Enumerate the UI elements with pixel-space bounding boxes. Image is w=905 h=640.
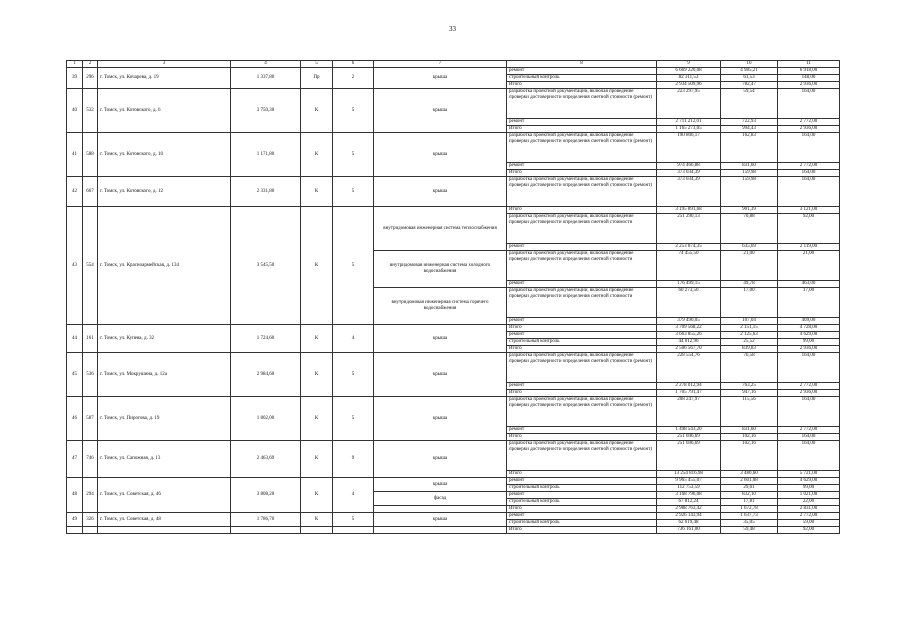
empty-cell	[231, 527, 301, 534]
column-number: 7	[374, 61, 507, 68]
work-type: разработка проектной документации, включая проведение проверки достоверности определения сметной стоимости (ремонт)	[507, 397, 657, 427]
total-cost: 9 965 455,07	[657, 478, 721, 485]
cost-per-sqm: 17,00	[721, 288, 778, 318]
max-cost-per-sqm: 164,00	[778, 89, 840, 119]
table-row	[67, 68, 840, 75]
engineering-system: фасад	[374, 492, 507, 506]
cost-per-sqm: 947,16	[721, 390, 778, 397]
object-address: г. Томск, ул. Котовского, д. 10	[98, 133, 231, 177]
floor-count: 5	[333, 133, 374, 177]
work-type: разработка проектной документации, включая проведение проверки достоверности определения сметной стоимости (ремонт)	[507, 353, 657, 383]
work-type: разработка проектной документации, включая проведение проверки достоверности определения сметной стоимости (ремонт)	[507, 177, 657, 207]
cost-per-sqm: 107,04	[721, 318, 778, 325]
wall-material: К	[301, 325, 333, 353]
engineering-system: крыша	[374, 441, 507, 478]
max-cost-per-sqm: 2 936,00	[778, 126, 840, 133]
table-row	[67, 133, 840, 163]
cost-per-sqm: 2 151,15	[721, 325, 778, 332]
work-type: ремонт	[507, 492, 657, 499]
work-type: Итого	[507, 126, 657, 133]
object-area: 1 724,60	[231, 325, 301, 353]
max-cost-per-sqm: 2 772,00	[778, 163, 840, 170]
total-cost: 2 926 143,94	[657, 513, 721, 520]
cost-per-sqm: 3 480,60	[721, 471, 778, 478]
total-cost: 112 753,59	[657, 485, 721, 492]
empty-cell	[67, 527, 83, 534]
object-number: 41	[67, 133, 83, 177]
column-number: 1	[67, 61, 83, 68]
work-type: строительный контроль	[507, 499, 657, 506]
floor-count: 5	[333, 513, 374, 527]
work-type: Итого	[507, 527, 657, 534]
cost-per-sqm: 21,00	[721, 251, 778, 281]
work-type: Итого	[507, 434, 657, 441]
floor-count: 5	[333, 353, 374, 397]
object-area: 2 331,80	[231, 177, 301, 207]
max-cost-per-sqm: 4 629,00	[778, 478, 840, 485]
floor-count: 2	[333, 68, 374, 89]
wall-material: Пр	[301, 68, 333, 89]
work-type: строительный контроль	[507, 520, 657, 527]
max-cost-per-sqm: 409,00	[778, 318, 840, 325]
work-type: Итого	[507, 346, 657, 353]
max-cost-per-sqm: 2 119,00	[778, 244, 840, 251]
floor-count: 5	[333, 207, 374, 325]
engineering-system	[374, 506, 507, 513]
total-cost: 176 499,15	[657, 281, 721, 288]
object-area: 1 171,80	[231, 133, 301, 177]
cost-per-sqm: 70,88	[721, 214, 778, 244]
total-cost: 82 311,53	[657, 75, 721, 82]
max-cost-per-sqm: 164,00	[778, 133, 840, 163]
object-area: 2 984,60	[231, 353, 301, 397]
total-cost: 2 711 212,01	[657, 119, 721, 126]
object-address: г. Томск, ул. Котовского, д. 12	[98, 177, 231, 207]
max-cost-per-sqm: 164,00	[778, 397, 840, 427]
total-cost: 60 273,50	[657, 288, 721, 318]
total-cost: 3 709 568,22	[657, 325, 721, 332]
cost-per-sqm: 29,61	[721, 485, 778, 492]
max-cost-per-sqm: 92,00	[778, 527, 840, 534]
cost-per-sqm: 1 637,73	[721, 513, 778, 520]
engineering-system: крыша	[374, 353, 507, 397]
object-code: 326	[83, 513, 98, 527]
column-number: 2	[83, 61, 98, 68]
max-cost-per-sqm: 164,00	[778, 434, 840, 441]
cost-per-sqm: 102,16	[721, 434, 778, 441]
object-code: 587	[83, 397, 98, 441]
work-type: Итого	[507, 207, 657, 214]
object-number: 47	[67, 441, 83, 478]
column-number: 8	[507, 61, 657, 68]
engineering-system: внутридомовая инженерная система теплоснабжения	[374, 207, 507, 251]
total-cost: 67 812,24	[657, 499, 721, 506]
column-number: 11	[778, 61, 840, 68]
work-type: Итого	[507, 325, 657, 332]
max-cost-per-sqm: 21,00	[778, 251, 840, 281]
work-type: строительный контроль	[507, 339, 657, 346]
work-type: ремонт	[507, 332, 657, 339]
work-type: разработка проектной документации, включая проведение проверки достоверности определения сметной стоимости	[507, 251, 657, 281]
object-code: 296	[83, 68, 98, 89]
total-cost: 736 161,00	[657, 527, 721, 534]
cost-per-sqm: 832,10	[721, 492, 778, 499]
engineering-system: крыша	[374, 89, 507, 133]
total-cost: 1 705 791,47	[657, 390, 721, 397]
engineering-system: внутридомовая инженерная система холодного водоснабжения	[374, 251, 507, 288]
max-cost-per-sqm: 4 728,00	[778, 325, 840, 332]
object-number: 39	[67, 68, 83, 89]
total-cost: 3 663 855,26	[657, 332, 721, 339]
total-cost: 373 034,39	[657, 170, 721, 177]
column-number-row	[67, 61, 840, 68]
engineering-system: крыша	[374, 325, 507, 353]
object-number: 49	[67, 513, 83, 527]
wall-material: К	[301, 478, 333, 513]
work-type: строительный контроль	[507, 485, 657, 492]
object-number: 42	[67, 177, 83, 207]
engineering-system: внутридомовая инженерная система горячего водоснабжения	[374, 288, 507, 325]
max-cost-per-sqm: 164,00	[778, 353, 840, 383]
floor-count: 5	[333, 89, 374, 133]
wall-material: К	[301, 397, 333, 441]
work-type: ремонт	[507, 68, 657, 75]
column-number: 4	[231, 61, 301, 68]
object-number: 45	[67, 353, 83, 397]
max-cost-per-sqm: 22,00	[778, 499, 840, 506]
empty-cell	[83, 527, 98, 534]
wall-material: К	[301, 177, 333, 207]
total-cost: 6 669 220,08	[657, 68, 721, 75]
wall-material: К	[301, 513, 333, 527]
object-address: г. Томск, ул. Красноармейская, д. 134	[98, 207, 231, 325]
work-type: Итого	[507, 170, 657, 177]
empty-cell	[301, 527, 333, 534]
max-cost-per-sqm: 148,00	[778, 75, 840, 82]
total-cost: 3 195 891,68	[657, 207, 721, 214]
cost-per-sqm: 1 672,78	[721, 506, 778, 513]
cost-per-sqm: 722,93	[721, 119, 778, 126]
wall-material: К	[301, 207, 333, 325]
repair-works-table	[66, 60, 840, 534]
object-number: 48	[67, 478, 83, 513]
total-cost: 2 934 509,96	[657, 82, 721, 89]
cost-per-sqm: 17,81	[721, 499, 778, 506]
max-cost-per-sqm: 59,00	[778, 520, 840, 527]
floor-count: 5	[333, 397, 374, 441]
work-type: Итого	[507, 82, 657, 89]
object-code: 532	[83, 89, 98, 133]
empty-cell	[333, 527, 374, 534]
total-cost: 1 165 273,05	[657, 126, 721, 133]
object-area: 3 808,20	[231, 478, 301, 513]
engineering-system: крыша	[374, 177, 507, 207]
total-cost: 2 506 567,70	[657, 346, 721, 353]
table-row	[67, 397, 840, 427]
table-row	[67, 441, 840, 471]
object-number: 46	[67, 397, 83, 441]
object-code: 554	[83, 207, 98, 325]
object-address: г. Томск, ул. Пирогова, д. 19	[98, 397, 231, 441]
floor-count: 4	[333, 478, 374, 513]
cost-per-sqm: 25,52	[721, 339, 778, 346]
engineering-system: крыша	[374, 133, 507, 177]
work-type: Итого	[507, 471, 657, 478]
work-type: разработка проектной документации, включая проведение проверки достоверности определения сметной стоимости (ремонт)	[507, 441, 657, 471]
table-row	[67, 353, 840, 383]
object-area: 3 545,50	[231, 207, 301, 325]
cost-per-sqm: 782,47	[721, 82, 778, 89]
object-number: 40	[67, 89, 83, 133]
total-cost: 2 988 763,42	[657, 506, 721, 513]
max-cost-per-sqm: 463,00	[778, 281, 840, 288]
cost-per-sqm: 59,48	[721, 527, 778, 534]
max-cost-per-sqm: 2 831,00	[778, 506, 840, 513]
engineering-system: крыша	[374, 397, 507, 441]
work-type: Итого	[507, 506, 657, 513]
cost-per-sqm: 901,39	[721, 207, 778, 214]
cost-per-sqm: 635,69	[721, 244, 778, 251]
wall-material: К	[301, 89, 333, 133]
max-cost-per-sqm: 3 121,00	[778, 207, 840, 214]
work-type: ремонт	[507, 383, 657, 390]
total-cost: 208 247,97	[657, 397, 721, 427]
table-row	[67, 207, 840, 214]
object-code: 746	[83, 441, 98, 478]
object-area: 1 802,00	[231, 397, 301, 441]
cost-per-sqm: 159,98	[721, 170, 778, 177]
total-cost: 2 253 874,35	[657, 244, 721, 251]
cost-per-sqm: 59,54	[721, 89, 778, 119]
engineering-system: крыша	[374, 478, 507, 492]
work-type: разработка проектной документации, включая проведение проверки достоверности определения сметной стоимости	[507, 288, 657, 318]
max-cost-per-sqm: 1 021,00	[778, 492, 840, 499]
object-address: г. Томск, ул. Купева, д. 32	[98, 325, 231, 353]
object-address: г. Томск, ул. Сапожная, д. 13	[98, 441, 231, 478]
max-cost-per-sqm: 2 936,00	[778, 82, 840, 89]
cost-per-sqm: 994,43	[721, 126, 778, 133]
total-cost: 251 696,69	[657, 434, 721, 441]
work-type: строительный контроль	[507, 75, 657, 82]
max-cost-per-sqm: 99,00	[778, 485, 840, 492]
total-cost: 974 466,88	[657, 163, 721, 170]
object-number: 44	[67, 325, 83, 353]
work-type: ремонт	[507, 163, 657, 170]
cost-per-sqm: 831,60	[721, 163, 778, 170]
max-cost-per-sqm: 164,00	[778, 441, 840, 471]
work-type: разработка проектной документации, включая проведение проверки достоверности определения сметной стоимости (ремонт)	[507, 133, 657, 163]
max-cost-per-sqm: 99,00	[778, 339, 840, 346]
max-cost-per-sqm: 164,00	[778, 170, 840, 177]
max-cost-per-sqm: 164,00	[778, 177, 840, 207]
total-cost: 379 490,05	[657, 318, 721, 325]
total-cost: 13 254 816,98	[657, 471, 721, 478]
cost-per-sqm: 115,56	[721, 397, 778, 427]
object-code: 588	[83, 133, 98, 177]
cost-per-sqm: 2 601,08	[721, 478, 778, 485]
table-row	[67, 89, 840, 119]
work-type: Итого	[507, 390, 657, 397]
total-cost: 3 168 796,08	[657, 492, 721, 499]
max-cost-per-sqm: 2 936,00	[778, 390, 840, 397]
cost-per-sqm: 2 125,63	[721, 332, 778, 339]
page-number: 33	[449, 25, 456, 33]
column-number: 5	[301, 61, 333, 68]
cost-per-sqm: 839,83	[721, 346, 778, 353]
object-code: 161	[83, 325, 98, 353]
object-number: 43	[67, 207, 83, 325]
total-cost: 373 034,39	[657, 177, 721, 207]
total-cost: 228 554,76	[657, 353, 721, 383]
floor-count: 5	[333, 177, 374, 207]
work-type: ремонт	[507, 318, 657, 325]
object-code: 294	[83, 478, 98, 513]
object-area: 1 786,70	[231, 513, 301, 527]
work-type: разработка проектной документации, включая проведение проверки достоверности определения сметной стоимости (ремонт)	[507, 89, 657, 119]
work-type: ремонт	[507, 119, 657, 126]
cost-per-sqm: 76,58	[721, 353, 778, 383]
cost-per-sqm: 4 985,21	[721, 68, 778, 75]
object-area: 3 750,30	[231, 89, 301, 133]
max-cost-per-sqm: 92,00	[778, 214, 840, 244]
engineering-system: крыша	[374, 68, 507, 89]
object-address: г. Томск, ул. Советская, д. 46	[98, 478, 231, 513]
empty-cell	[374, 527, 507, 534]
max-cost-per-sqm: 6 918,00	[778, 68, 840, 75]
cost-per-sqm: 162,83	[721, 133, 778, 163]
wall-material: К	[301, 133, 333, 177]
work-type: ремонт	[507, 478, 657, 485]
total-cost: 2 278 012,94	[657, 383, 721, 390]
work-type: ремонт	[507, 427, 657, 434]
max-cost-per-sqm: 2 772,00	[778, 427, 840, 434]
wall-material: К	[301, 353, 333, 397]
empty-cell	[98, 527, 231, 534]
total-cost: 251 696,69	[657, 441, 721, 471]
object-code: 667	[83, 177, 98, 207]
table-row	[67, 527, 840, 534]
max-cost-per-sqm: 4 629,00	[778, 332, 840, 339]
total-cost: 62 619,48	[657, 520, 721, 527]
total-cost: 190 806,17	[657, 133, 721, 163]
max-cost-per-sqm: 2 772,00	[778, 383, 840, 390]
table-row	[67, 478, 840, 485]
wall-material: К	[301, 441, 333, 478]
column-number: 6	[333, 61, 374, 68]
total-cost: 1 498 543,20	[657, 427, 721, 434]
work-type: ремонт	[507, 244, 657, 251]
max-cost-per-sqm: 2 772,00	[778, 119, 840, 126]
table-row	[67, 325, 840, 332]
cost-per-sqm: 763,25	[721, 383, 778, 390]
floor-count: 4	[333, 325, 374, 353]
cost-per-sqm: 159,98	[721, 177, 778, 207]
total-cost: 44 012,96	[657, 339, 721, 346]
object-code: 536	[83, 353, 98, 397]
cost-per-sqm: 831,60	[721, 427, 778, 434]
max-cost-per-sqm: 5 721,00	[778, 471, 840, 478]
work-type: ремонт	[507, 513, 657, 520]
object-area: 2 463,69	[231, 441, 301, 478]
engineering-system: крыша	[374, 513, 507, 527]
column-number: 10	[721, 61, 778, 68]
table-row	[67, 177, 840, 207]
max-cost-per-sqm: 2 772,00	[778, 513, 840, 520]
floor-count: 9	[333, 441, 374, 478]
object-area: 1 337,80	[231, 68, 301, 89]
max-cost-per-sqm: 2 936,00	[778, 346, 840, 353]
total-cost: 223 297,95	[657, 89, 721, 119]
column-number: 9	[657, 61, 721, 68]
column-number: 3	[98, 61, 231, 68]
cost-per-sqm: 61,53	[721, 75, 778, 82]
total-cost: 251 290,13	[657, 214, 721, 244]
object-address: г. Томск, ул. Мокрушина, д. 12а	[98, 353, 231, 397]
work-type: ремонт	[507, 281, 657, 288]
cost-per-sqm: 49,78	[721, 281, 778, 288]
object-address: г. Томск, ул. Кочарева, д. 19	[98, 68, 231, 89]
object-address: г. Томск, ул. Котовского, д. 6	[98, 89, 231, 133]
table-row	[67, 513, 840, 520]
cost-per-sqm: 35,05	[721, 520, 778, 527]
cost-per-sqm: 102,16	[721, 441, 778, 471]
total-cost: 74 455,50	[657, 251, 721, 281]
max-cost-per-sqm: 17,00	[778, 288, 840, 318]
work-type: разработка проектной документации, включая проведение проверки достоверности определения сметной стоимости	[507, 214, 657, 244]
object-address: г. Томск, ул. Советская, д. 48	[98, 513, 231, 527]
